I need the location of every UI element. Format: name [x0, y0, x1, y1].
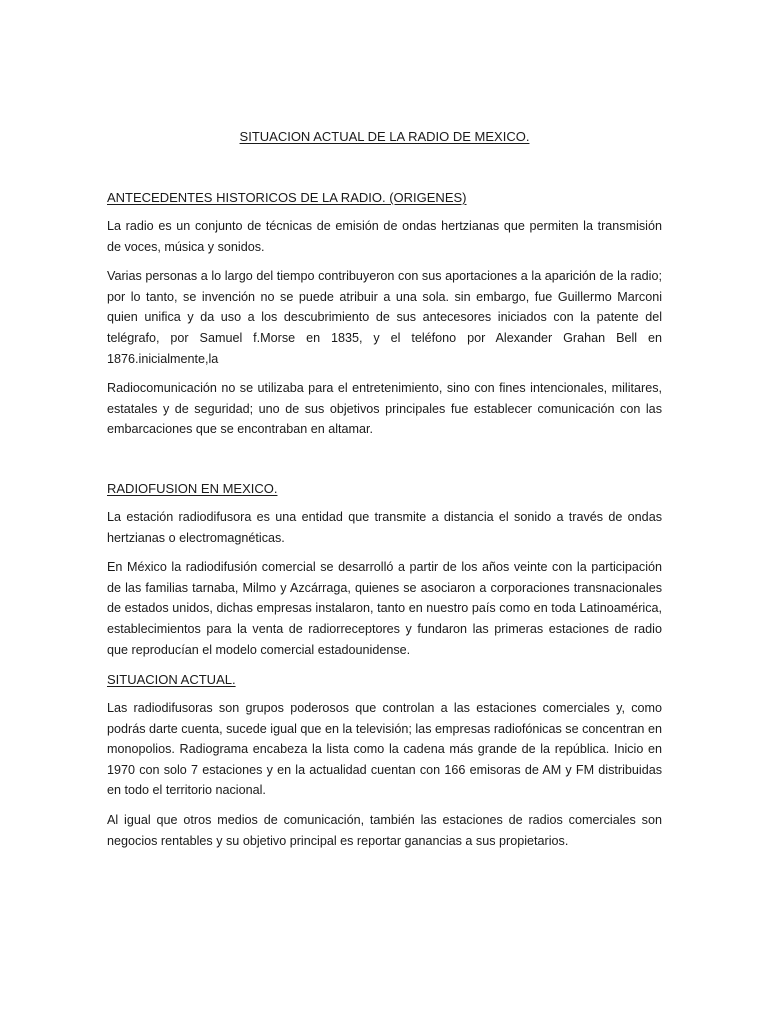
section-spacer [107, 449, 662, 480]
section-radiofusion [107, 480, 662, 660]
section-heading-radiofusion: RADIOFUSION EN MEXICO. [107, 480, 278, 496]
paragraph: La radio es un conjunto de técnicas de emisión de ondas hertzianas que permiten la transmisión de voces, música y sonidos. [107, 219, 662, 254]
section-heading-situacion-actual: SITUACION ACTUAL. [107, 672, 236, 688]
section-antecedentes [107, 189, 662, 440]
document-title: SITUACION ACTUAL DE LA RADIO DE MEXICO. [239, 129, 530, 144]
paragraph: En México la radiodifusión comercial se desarrolló a partir de los años veinte con la participación de las familias tarnaba, Milmo y Azcárraga, quienes se asociaron a corporaciones transnacionales de estados unidos, dichas empresas instalaron, tanto en nuestro país como en toda Latinoamérica, establecimientos para la venta de radiorreceptores y fundaron las primeras estaciones de radio que reproducían el modelo comercial estadounidense. [107, 560, 662, 657]
document-body [107, 128, 662, 860]
section-heading-antecedentes: ANTECEDENTES HISTORICOS DE LA RADIO. (ORIGENES) [107, 190, 467, 205]
paragraph: Al igual que otros medios de comunicación, también las estaciones de radios comerciales son negocios rentables y su objetivo principal es reportar ganancias a sus propietarios. [107, 813, 662, 848]
section-situacion-actual [107, 671, 662, 851]
paragraph: Las radiodifusoras son grupos poderosos que controlan a las estaciones comerciales y, como podrás darte cuenta, sucede igual que en la televisión; las empresas radiofónicas se concentran en monopolios. Radiograma encabeza la lista como la cadena más grande de la república. Inicio en 1970 con solo 7 estaciones y en la actualidad cuentan con 166 emisoras de AM y FM distribuidas en todo el territorio nacional. [107, 701, 662, 798]
paragraph: Varias personas a lo largo del tiempo contribuyeron con sus aportaciones a la aparición de la radio; por lo tanto, se invención no se puede atribuir a una sola. sin embargo, fue Guillermo Marconi quien unifica y da uso a los descubrimiento de sus antecesores iniciados con la patente del telégrafo, por Samuel f.Morse en 1835, y el teléfono por Alexander Grahan Bell en 1876.inicialmente,la [107, 269, 662, 366]
paragraph: Radiocomunicación no se utilizaba para el entretenimiento, sino con fines intencionales, militares, estatales y de seguridad; uno de sus objetivos principales fue establecer comunicación con las embarcaciones que se encontraban en altamar. [107, 381, 662, 437]
paragraph: La estación radiodifusora es una entidad que transmite a distancia el sonido a través de ondas hertzianas o electromagnéticas. [107, 509, 662, 545]
